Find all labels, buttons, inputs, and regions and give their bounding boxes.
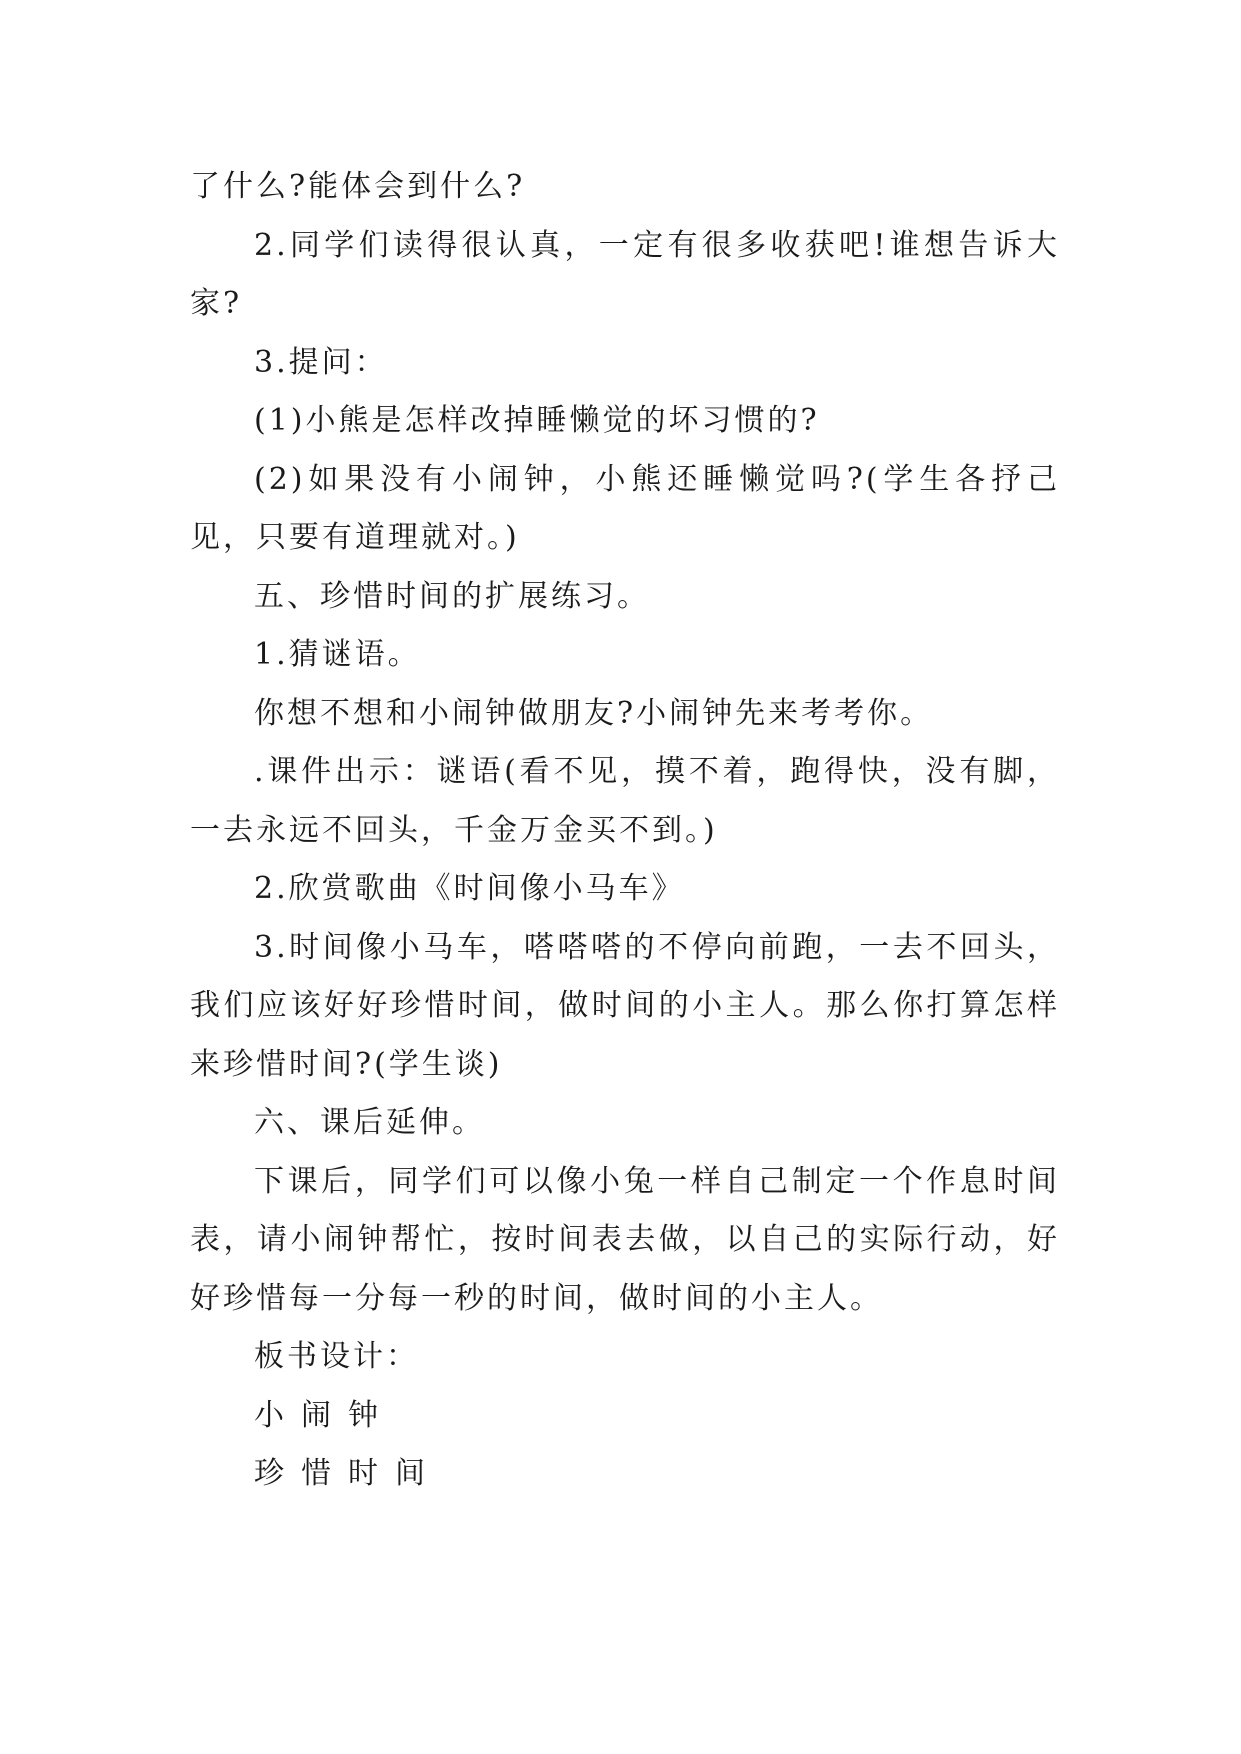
- paragraph-item-3-question: 3.提问：: [254, 344, 388, 380]
- paragraph-board-design-label: 板书设计：: [254, 1339, 419, 1374]
- board-line-title: 小闹钟: [254, 1397, 395, 1433]
- paragraph-question-2: (2)如果没有小闹钟，小熊还睡懒觉吗?(学生各抒己见，只要有道理就对。): [190, 461, 1060, 555]
- paragraph-after-class: 下课后，同学们可以像小兔一样自己制定一个作息时间表，请小闹钟帮忙，按时间表去做，以自己的实际行动，好好珍惜每一分每一秒的时间，做时间的小主人。: [190, 1163, 1060, 1316]
- paragraph-continued-question: 了什么?能体会到什么?: [190, 169, 526, 204]
- paragraph-riddle-intro: 你想不想和小闹钟做朋友?小闹钟先来考考你。: [254, 695, 934, 731]
- paragraph-item-3-cherish: 3.时间像小马车，嗒嗒嗒的不停向前跑，一去不回头，我们应该好好珍惜时间，做时间的小主人。那么你打算怎样来珍惜时间?(学生谈): [190, 929, 1060, 1082]
- paragraph-riddle-content: .课件出示：谜语(看不见，摸不着，跑得快，没有脚，一去永远不回头，千金万金买不到。): [190, 754, 1060, 848]
- board-line-theme: 珍惜时间: [254, 1456, 442, 1491]
- paragraph-question-1: (1)小熊是怎样改掉睡懒觉的坏习惯的?: [254, 403, 820, 438]
- paragraph-item-2-harvest: 2.同学们读得很认真，一定有很多收获吧!谁想告诉大家?: [190, 227, 1060, 321]
- document-body: [190, 158, 1060, 1504]
- paragraph-item-1-riddle: 1.猜谜语。: [254, 637, 421, 672]
- section-heading-five: 五、珍惜时间的扩展练习。: [254, 578, 650, 614]
- section-heading-six: 六、课后延伸。: [254, 1105, 485, 1140]
- paragraph-item-2-song: 2.欣赏歌曲《时间像小马车》: [254, 871, 685, 906]
